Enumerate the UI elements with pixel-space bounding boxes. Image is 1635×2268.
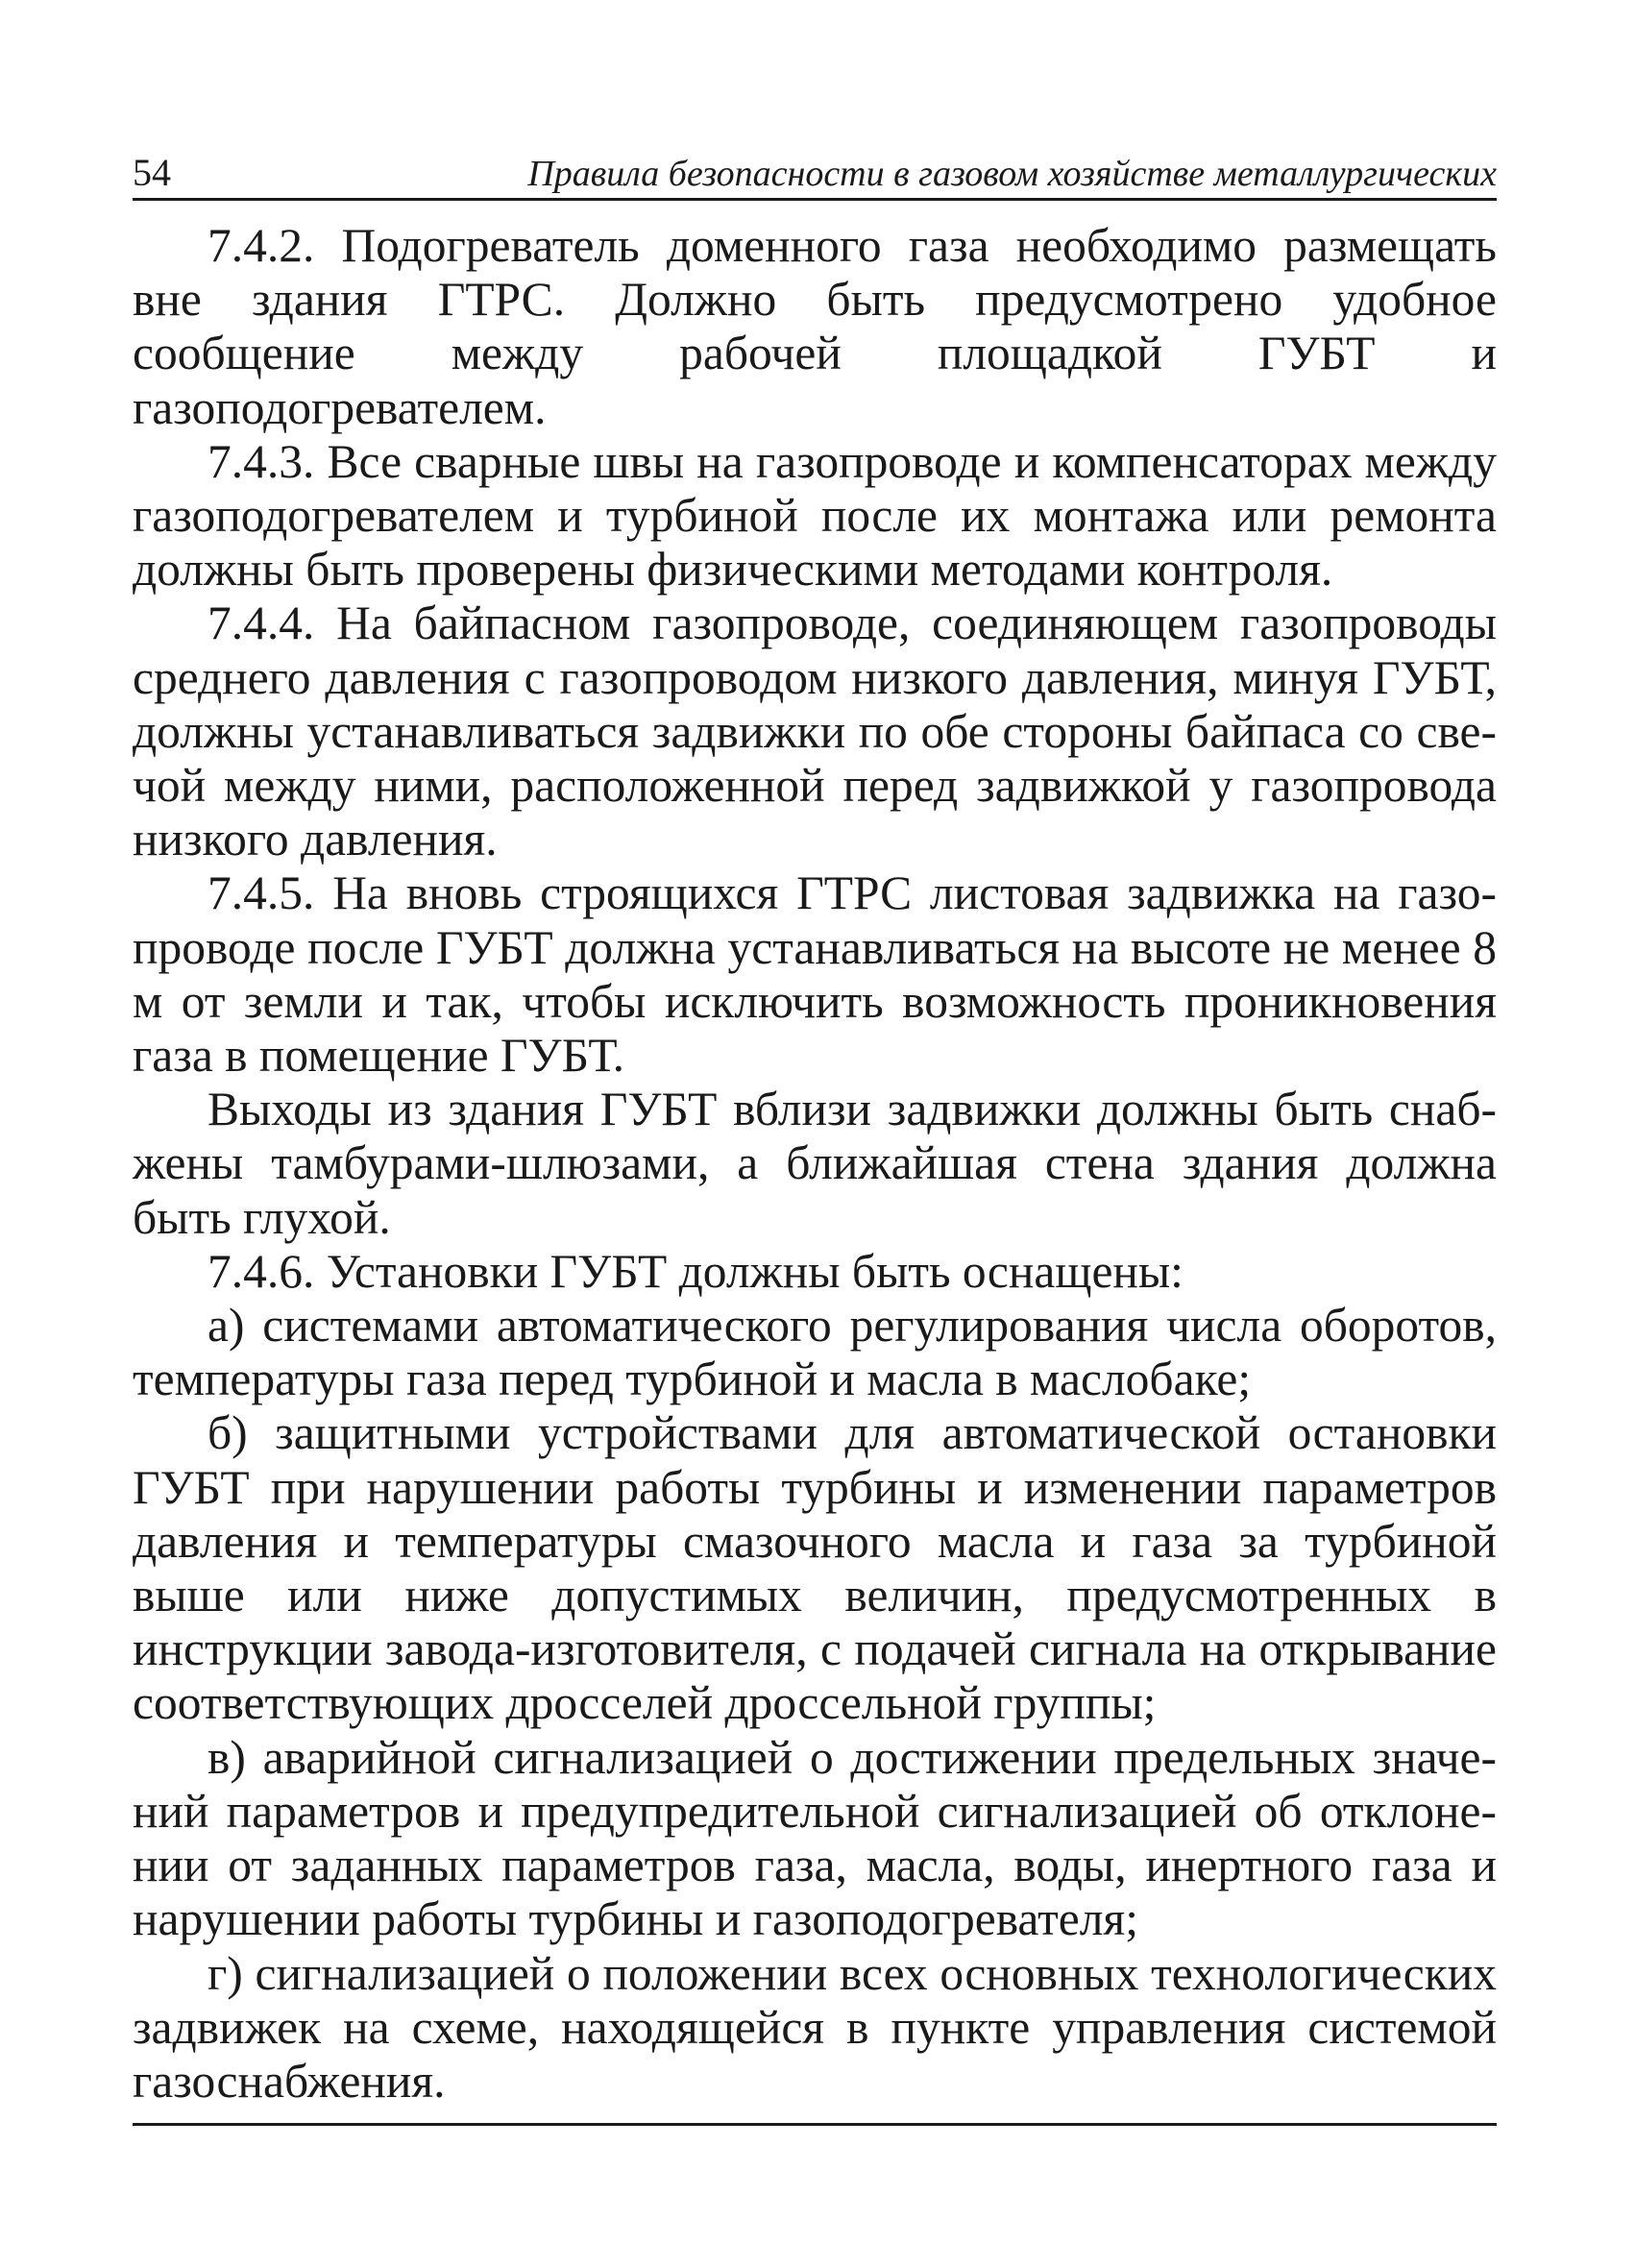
paragraph-exits: Выходы из здания ГУБТ вблизи задвижки должны быть снабжены тамбурами-шлюзами, а ближайшая стена здания должна быть глухой. [133,1083,1497,1244]
paragraph-7-4-5: 7.4.5. На вновь строящихся ГТРС листовая задвижка на газопроводе после ГУБТ должна устанавливаться на высоте не менее 8 м от земли и так, чтобы исключить возможность проникновения газа в помещение ГУБТ. [133,866,1497,1083]
running-title: Правила безопасности в газовом хозяйстве металлургических [527,154,1497,194]
paragraph-7-4-6: 7.4.6. Установки ГУБТ должны быть оснащены: [207,1244,1184,1298]
list-item-g: г) сигнализацией о положении всех основных технологических задвижек на схеме, находящейся в пункте управления системой газоснабжения. [133,1946,1497,2108]
paragraph-7-4-3: 7.4.3. Все сварные швы на газопроводе и компенсаторах между газоподогревателем и турбиной после их монтажа или ремонта должны быть проверены физическими методами контроля. [133,434,1497,597]
page-header [133,144,1497,201]
paragraph-7-4-2: 7.4.2. Подогреватель доменного газа необходимо размещать вне здания ГТРС. Должно быть предусмотрено удобное сообщение между рабочей площадкой ГУБТ и газоподогревателем. [133,219,1497,434]
page-body [133,219,1497,2109]
paragraph-7-4-4: 7.4.4. На байпасном газопроводе, соединяющем газопроводы среднего давления с газопроводом низкого давления, минуя ГУБТ, должны устанавливаться задвижки по обе стороны байпаса со свечой между ними, расположенной перед задвижкой у газопровода низкого давления. [133,597,1497,866]
footer-divider [133,2123,1497,2126]
list-item-v: в) аварийной сигнализацией о достижении предельных значений параметров и предупредительной сигнализацией об отклонении от заданных параметров газа, масла, воды, инертного газа и нарушении работы турбины и газоподогревателя; [133,1730,1497,1946]
list-item-b: б) защитными устройствами для автоматической остановки ГУБТ при нарушении работы турбины и изменении параметров давления и температуры смазочного масла и газа за турбиной выше или ниже допустимых величин, предусмотренных в инструкции завода-изготовителя, с подачей сигнала на открывание соответствующих дросселей дроссельной группы; [133,1406,1497,1730]
list-item-a: а) системами автоматического регулирования числа оборотов, температуры газа перед турбиной и масла в маслобаке; [133,1299,1497,1406]
page-number: 54 [133,151,171,194]
